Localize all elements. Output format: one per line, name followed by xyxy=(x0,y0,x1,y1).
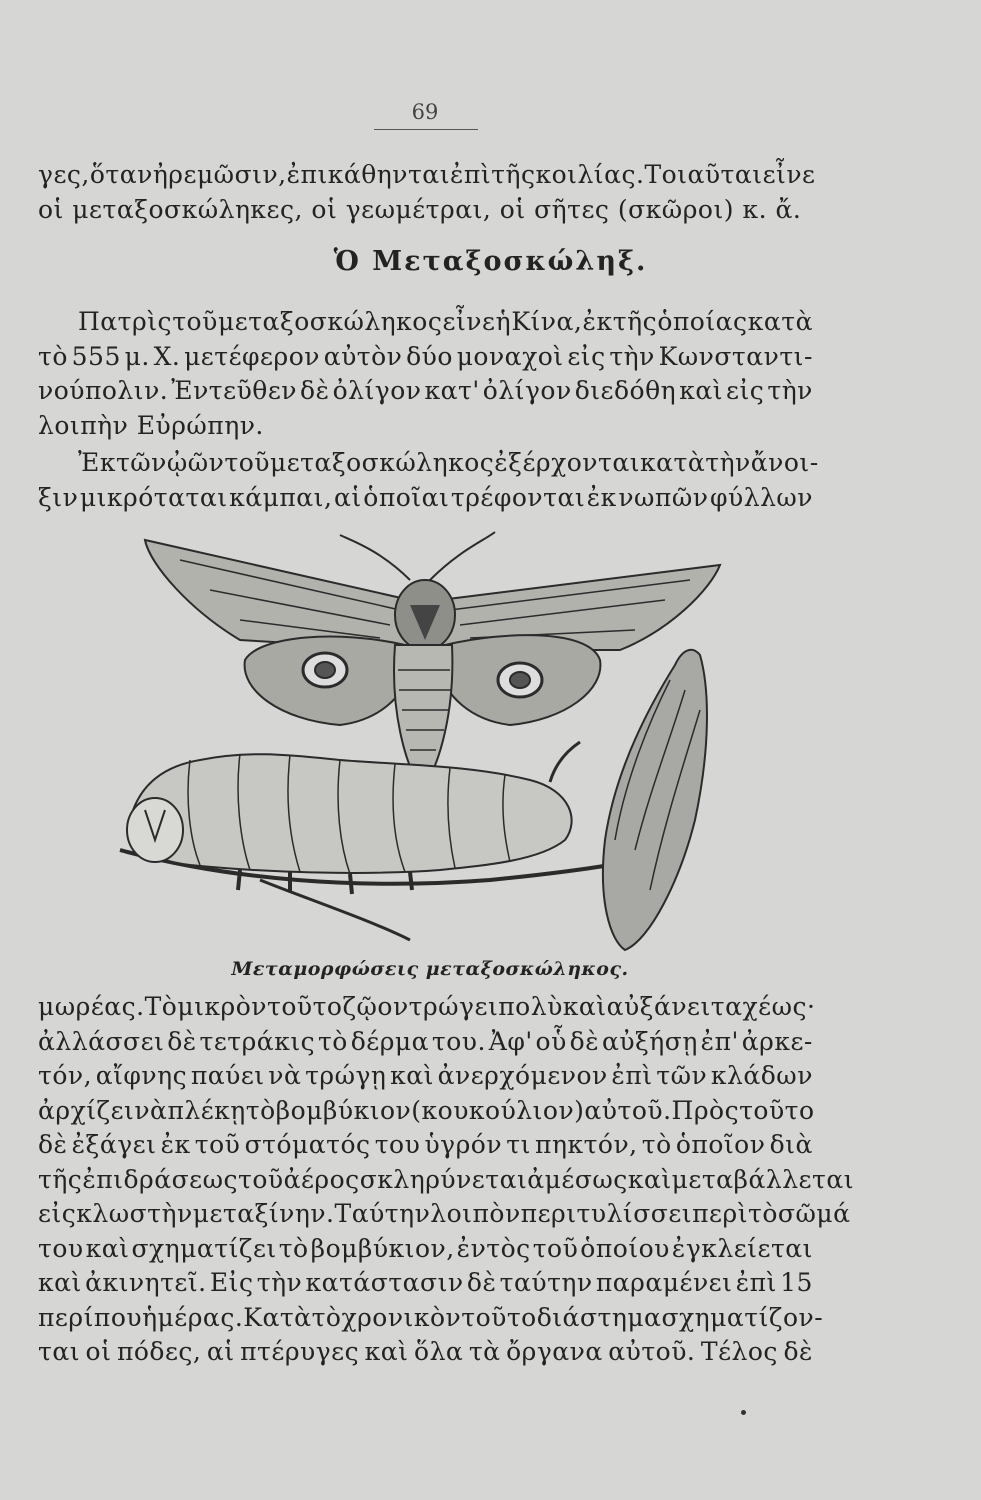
page-number-rule xyxy=(374,129,478,130)
word: κατὰ xyxy=(747,307,813,336)
word: δὲ xyxy=(300,376,330,405)
word: νὰ xyxy=(268,1061,302,1090)
text-line xyxy=(38,158,816,193)
word: Πατρὶς xyxy=(78,307,173,336)
word: Εἰς xyxy=(209,1268,254,1297)
word: τῆς xyxy=(612,307,658,336)
word: ἀλλάσσει xyxy=(38,1026,165,1056)
word: τοῦτο xyxy=(739,1095,815,1125)
word: πολὺ xyxy=(498,992,563,1021)
text-line xyxy=(38,1059,813,1094)
word: οὗ xyxy=(535,1026,567,1056)
word: φύλλων xyxy=(710,482,813,512)
text-line xyxy=(38,1335,813,1370)
text-line xyxy=(38,1197,851,1232)
word: μετέφερον xyxy=(184,341,320,371)
caterpillar-illustration xyxy=(120,742,610,940)
word: βομβύκιον, xyxy=(310,1233,455,1263)
word: κλάδων xyxy=(710,1061,813,1090)
word: διάστημα xyxy=(536,1302,662,1332)
word: οἱ xyxy=(85,1337,112,1366)
word: αὐτοῦ. xyxy=(584,1095,672,1125)
word: πόδες, xyxy=(116,1337,202,1366)
word: αἱ xyxy=(206,1337,235,1366)
word: αὐτοῦ. xyxy=(608,1337,696,1366)
word: τοῦτο xyxy=(461,1302,537,1332)
word: τῆς xyxy=(491,160,536,189)
word: τῶν xyxy=(115,448,167,477)
word: περίπου xyxy=(38,1302,143,1332)
word: αὐτὸν xyxy=(323,341,403,371)
word: τὴν xyxy=(256,1268,303,1297)
word: ὄργανα xyxy=(506,1337,603,1366)
word: ὑγρόν xyxy=(424,1130,503,1159)
paragraph-growth xyxy=(38,990,855,1370)
word: Κωνσταντι- xyxy=(658,341,813,371)
page-number: 69 xyxy=(411,100,439,124)
word: τὰ xyxy=(468,1337,501,1366)
word: μικρὸν xyxy=(177,992,267,1021)
word: ἀκινητεῖ. xyxy=(85,1268,207,1297)
word: ἐκ xyxy=(160,1130,191,1159)
word: κοιλίας. xyxy=(535,160,645,189)
word: νὰ xyxy=(134,1095,168,1125)
word: ἐπ' xyxy=(700,1026,739,1056)
word: Χ. xyxy=(153,341,181,371)
word: ἀέρος xyxy=(283,1164,360,1194)
word: αὐξάνει xyxy=(606,992,711,1021)
word: καὶ xyxy=(85,1233,130,1263)
word: τόν, xyxy=(38,1061,93,1090)
text-line xyxy=(38,340,813,375)
word: του. xyxy=(431,1026,486,1056)
word: Ἐντεῦθεν xyxy=(171,376,297,405)
word: ξιν xyxy=(38,482,79,512)
word: δὲ xyxy=(569,1026,600,1056)
word: σχηματίζον- xyxy=(661,1302,824,1332)
text-line xyxy=(38,1128,813,1163)
metamorphosis-illustration xyxy=(110,520,830,960)
word: ταύτην xyxy=(499,1268,593,1297)
word: 15 xyxy=(780,1268,813,1297)
word: δύο xyxy=(406,341,453,371)
section-heading: Ὁ Μεταξοσκώληξ. xyxy=(333,246,648,277)
word: του xyxy=(374,1130,421,1159)
word: καὶ xyxy=(562,992,607,1021)
paragraph-eggs xyxy=(38,446,819,515)
text-line: οἱ μεταξοσκώληκες, οἱ γεωμέτραι, οἱ σῆτες (σκῶροι) κ. ἄ. xyxy=(38,194,802,224)
word: ἐπὶ xyxy=(735,1268,777,1297)
word: γες, xyxy=(38,160,90,189)
word: τοῦ xyxy=(172,307,218,336)
word: τρώγει xyxy=(408,992,499,1021)
word: ἀνερχόμενον xyxy=(437,1061,608,1090)
word: ἐπὶ xyxy=(611,1061,653,1090)
word: μοναχοὶ xyxy=(456,341,564,371)
text-line xyxy=(38,305,813,340)
word: του xyxy=(38,1233,84,1263)
word: πηκτόν, xyxy=(535,1130,638,1159)
word: δέρμα xyxy=(350,1026,430,1056)
word: τὸ xyxy=(311,1302,342,1332)
paragraph-homeland xyxy=(38,305,813,443)
top-paragraph xyxy=(38,158,816,227)
word: βομβύκιον xyxy=(275,1095,412,1125)
word: εἰς xyxy=(567,341,606,371)
word: ἀρχίζει xyxy=(38,1095,135,1125)
word: ὅταν xyxy=(89,160,153,189)
word: τὸ xyxy=(748,1199,778,1228)
word: τὸ xyxy=(641,1130,672,1159)
cocoon-illustration xyxy=(603,650,707,950)
word: ὁποῖον xyxy=(675,1130,766,1159)
word: τοῦ xyxy=(224,448,270,477)
word: περὶ xyxy=(692,1199,749,1228)
word: σχηματίζει xyxy=(131,1233,277,1263)
word: τοῦ xyxy=(532,1233,579,1263)
word: εἰς xyxy=(38,1199,77,1228)
text-line xyxy=(38,1232,813,1267)
word: τὸ xyxy=(278,1233,309,1263)
word: χρονικὸν xyxy=(341,1302,462,1332)
text-line xyxy=(38,481,813,516)
word: δὲ xyxy=(38,1130,68,1159)
word: ται xyxy=(38,1337,81,1366)
word: ἐγκλείεται xyxy=(671,1233,813,1263)
word: ἐξάγει xyxy=(71,1130,157,1159)
word: περιτυλίσσει xyxy=(520,1199,693,1228)
word: καὶ xyxy=(627,1164,672,1194)
word: Πρὸς xyxy=(671,1095,740,1125)
word: μωρέας. xyxy=(38,992,145,1021)
word: αὐξήσῃ xyxy=(601,1026,698,1056)
word: 555 xyxy=(71,341,121,371)
text-line xyxy=(38,1301,824,1336)
word: ἐπὶ xyxy=(450,160,492,189)
word: εἶνε xyxy=(442,307,496,336)
word: (κουκούλιον) xyxy=(411,1095,585,1125)
word: πτέρυγες xyxy=(240,1337,360,1366)
word: Τοιαῦται xyxy=(644,160,763,189)
text-line xyxy=(38,990,816,1025)
word: Ἀφ' xyxy=(488,1026,533,1056)
word: κάμπαι, xyxy=(229,482,333,512)
ink-speck xyxy=(741,1410,746,1415)
text-line xyxy=(38,1163,855,1198)
text-line xyxy=(38,1094,813,1129)
word: νούπολιν. xyxy=(38,376,169,405)
word: καὶ xyxy=(679,376,723,405)
word: ἐντὸς xyxy=(456,1233,531,1263)
word: ἐπιδράσεως xyxy=(82,1164,238,1194)
word: ἐκ xyxy=(582,307,613,336)
text-line xyxy=(38,446,819,481)
word: ἡ xyxy=(495,307,512,336)
text-line xyxy=(38,1025,813,1060)
word: ὀλίγον xyxy=(332,376,422,405)
word: δὲ xyxy=(167,1026,197,1056)
word: ἀμέσως xyxy=(527,1164,628,1194)
word: νωπῶν xyxy=(618,482,709,512)
word: κατ' xyxy=(424,376,480,405)
word: κατὰ xyxy=(640,448,706,477)
word: δὲ xyxy=(783,1337,813,1366)
word: καὶ xyxy=(390,1061,434,1090)
word: ἡμέρας. xyxy=(142,1302,244,1332)
word: τρώγῃ xyxy=(305,1061,387,1090)
word: καὶ xyxy=(38,1268,82,1297)
word: ταχέως· xyxy=(710,992,816,1021)
figure-caption: Μεταμορφώσεις μεταξοσκώληκος. xyxy=(231,958,629,980)
word: κλωστὴν xyxy=(76,1199,193,1228)
word: αἱ xyxy=(334,482,362,512)
word: Τὸ xyxy=(144,992,178,1021)
text-line xyxy=(38,1266,813,1301)
word: τὸ xyxy=(317,1026,348,1056)
word: κατάστασιν xyxy=(305,1268,464,1297)
word: διεδόθη xyxy=(574,376,677,405)
word: τρέφονται xyxy=(450,482,586,512)
word: ὁποῖαι xyxy=(363,482,450,512)
word: παραμένει xyxy=(595,1268,733,1297)
word: διὰ xyxy=(769,1130,813,1159)
word: τοῦτο xyxy=(266,992,343,1021)
word: εἶνε xyxy=(762,160,816,189)
word: δὲ xyxy=(466,1268,497,1297)
word: Κίνα, xyxy=(511,307,583,336)
word: ὁποίου xyxy=(580,1233,670,1263)
word: στόματός xyxy=(244,1130,371,1159)
word: ζῷον xyxy=(342,992,409,1021)
word: Κατὰ xyxy=(243,1302,312,1332)
word: μεταβάλλεται xyxy=(671,1164,855,1194)
word: τὸ xyxy=(245,1095,276,1125)
word: πλέκῃ xyxy=(167,1095,246,1125)
word: τὴν xyxy=(767,376,813,405)
word: εἰς xyxy=(726,376,765,405)
word: παύει xyxy=(190,1061,265,1090)
word: ἐκ xyxy=(586,482,617,512)
word: ᾠῶν xyxy=(166,448,225,477)
text-line: λοιπὴν Εὐρώπην. xyxy=(38,410,264,440)
word: μεταξίνην. xyxy=(192,1199,335,1228)
word: μικρόταται xyxy=(79,482,228,512)
word: τὸ xyxy=(38,341,68,371)
word: καὶ xyxy=(364,1337,409,1366)
word: τῆς xyxy=(38,1164,83,1194)
word: ἀρκε- xyxy=(741,1026,813,1056)
word: ἐπικάθηνται xyxy=(286,160,450,189)
word: μεταξοσκώληκος xyxy=(269,448,495,477)
word: ἐξέρχονται xyxy=(494,448,641,477)
word: ὀλίγον xyxy=(482,376,572,405)
word: σκληρύνεται xyxy=(359,1164,528,1194)
word: Τέλος xyxy=(700,1337,778,1366)
word: Ἐκ xyxy=(78,448,116,477)
word: τοῦ xyxy=(194,1130,241,1159)
word: τι xyxy=(506,1130,531,1159)
word: τετράκις xyxy=(199,1026,316,1056)
word: ὅλα xyxy=(414,1337,464,1366)
word: ἄνοι- xyxy=(750,448,819,477)
word: τὴν xyxy=(609,341,655,371)
word: μ. xyxy=(124,341,150,371)
word: σῶμά xyxy=(777,1199,851,1228)
word: αἴφνης xyxy=(95,1061,188,1090)
word: ὁποίας xyxy=(657,307,748,336)
word: Ταύτην xyxy=(334,1199,431,1228)
text-line xyxy=(38,374,813,409)
word: ἠρεμῶσιν, xyxy=(152,160,287,189)
word: τοῦ xyxy=(238,1164,284,1194)
word: μεταξοσκώληκος xyxy=(218,307,443,336)
word: τῶν xyxy=(656,1061,708,1090)
word: τὴν xyxy=(705,448,751,477)
word: λοιπὸν xyxy=(430,1199,521,1228)
